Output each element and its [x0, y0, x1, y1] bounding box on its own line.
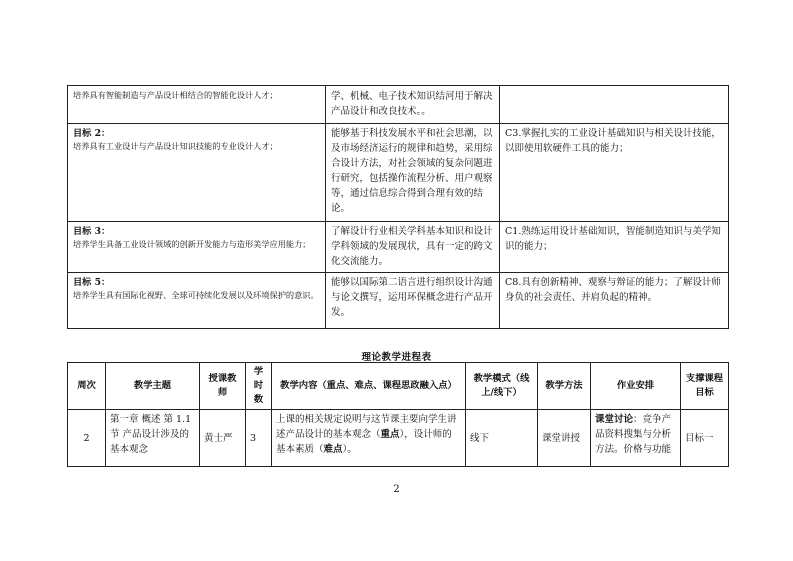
cell-teacher: 黄士严	[200, 410, 246, 467]
header-topic: 教学主题	[106, 363, 200, 410]
cell-content	[272, 410, 466, 467]
cell-week: 2	[68, 410, 106, 467]
objective-requirement-cell: 能够以国际第二语言进行组织设计沟通与论文撰写，运用环保概念进行产品开发。	[326, 273, 500, 329]
header-goal: 支撑课程目标	[681, 363, 729, 410]
objective-ability-cell	[500, 86, 729, 124]
page-number: 2	[393, 484, 400, 495]
cell-topic: 第一章 概述 第 1.1 节 产品设计涉及的基本观念	[106, 410, 200, 467]
objective-goal-cell	[68, 222, 326, 273]
cell-method: 课堂讲授	[538, 410, 591, 467]
goal-text: 培养具有智能制造与产品设计相结合的智能化设计人才；	[73, 90, 278, 100]
header-method: 教学方法	[538, 363, 591, 410]
objective-ability-cell: C3.掌握扎实的工业设计基础知识与相关设计技能，以即使用软硬件工具的能力；	[500, 124, 729, 222]
cell-hours: 3	[246, 410, 272, 467]
header-mode: 教学模式（线上/线下）	[466, 363, 538, 410]
objective-goal-cell	[68, 124, 326, 222]
goal-label: 目标 3：	[73, 226, 111, 237]
content-text: 上课的相关规定说明与这节课主要向学生讲述产品设计的基本观念（	[276, 414, 457, 440]
objective-requirement-cell: 学、机械、电子技术知识结河用于解决产品设计和改良技术。。	[326, 86, 500, 124]
objective-ability-cell: C1.熟练运用设计基础知识，智能制造知识与美学知识的能力；	[500, 222, 729, 273]
header-assignment: 作业安排	[591, 363, 681, 410]
assignment-text: ：竞争产品资料搜集与分析方法。价格与功能	[595, 414, 672, 455]
header-hours: 学时数	[246, 363, 272, 410]
objective-row	[68, 273, 729, 329]
header-content: 教学内容（重点、难点、课程思政融入点）	[272, 363, 466, 410]
goal-label: 目标 5：	[73, 277, 111, 288]
goal-text: 培养学生具备工业设计领域的创新开发能力与造形美学应用能力；	[73, 239, 311, 249]
objective-requirement-cell: 了解设计行业相关学科基本知识和设计学科领域的发展现状，具有一定的跨文化交流能力。	[326, 222, 500, 273]
content-text: ）。	[342, 444, 357, 455]
content-text: ），设计师的基本素质（	[276, 429, 452, 455]
objective-row	[68, 86, 729, 124]
goal-label: 目标 2：	[73, 128, 111, 139]
goal-text: 培养学生具有国际化视野、全球可持续化发展以及环境保护的意识。	[73, 290, 319, 300]
objective-ability-cell: C8.具有创新精神、观察与辩证的能力；了解设计师身负的社会责任、并肩负起的精神。	[500, 273, 729, 329]
header-teacher: 授课教师	[200, 363, 246, 410]
goal-text: 培养具有工业设计与产品设计知识技能的专业设计人才；	[73, 141, 278, 151]
cell-assignment	[591, 410, 681, 467]
objective-row	[68, 124, 729, 222]
objective-row	[68, 222, 729, 273]
schedule-header-row	[68, 363, 729, 410]
assignment-label: 课堂讨论	[595, 414, 634, 425]
objective-requirement-cell: 能够基于科技发展水平和社会思潮，以及市场经济运行的规律和趋势，采用综合设计方法，对社会领域的复杂问题进行研究，包括操作流程分析、用户观察等，通过信息综合得到合理有效的结论。	[326, 124, 500, 222]
cell-goal: 目标一	[681, 410, 729, 467]
objective-goal-cell	[68, 273, 326, 329]
schedule-table	[67, 362, 729, 467]
schedule-row	[68, 410, 729, 467]
objectives-table	[67, 85, 729, 329]
schedule-title: 理论教学进程表	[361, 352, 432, 363]
content-difficult-point: 难点	[323, 444, 343, 455]
header-week: 周次	[68, 363, 106, 410]
content-key-point: 重点	[380, 429, 400, 440]
cell-mode: 线下	[466, 410, 538, 467]
objective-goal-cell	[68, 86, 326, 124]
